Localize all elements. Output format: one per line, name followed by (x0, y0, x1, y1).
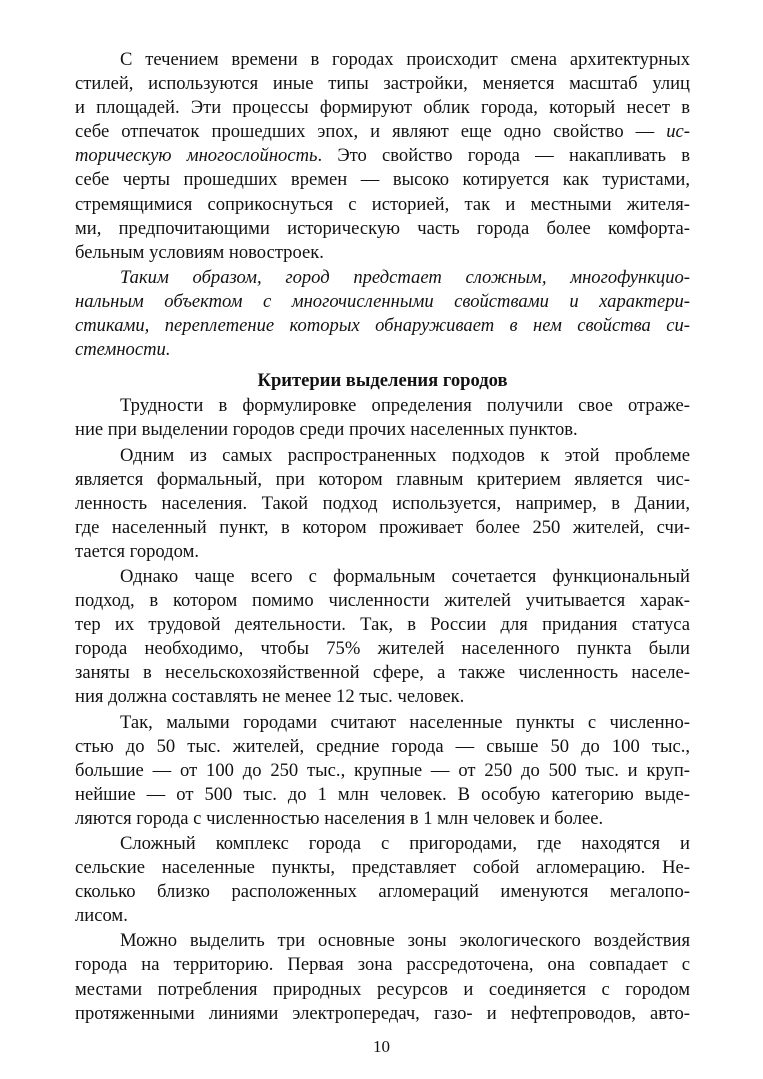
text-run: Таким образом, город предстает сложным, многофункцио- (120, 266, 690, 288)
text-run: ния должна составлять не менее 12 тыс. человек. (75, 686, 465, 708)
text-run: города необходимо, чтобы 75% жителей населенного пункта были (75, 638, 690, 660)
text-line (75, 290, 690, 314)
paragraph (75, 711, 690, 831)
text-line (75, 394, 690, 418)
text-run: лисом. (75, 905, 128, 927)
text-run: С течением времени в городах происходит смена архитектурных (120, 49, 690, 70)
text-line (75, 516, 690, 540)
text-line (75, 759, 690, 783)
text-run: стилей, используются иные типы застройки, меняется масштаб улиц (75, 73, 690, 95)
text-run: бельным условиям новостроек. (75, 241, 324, 263)
paragraph (75, 444, 690, 564)
paragraph (75, 929, 690, 1025)
text-run: нейшие — от 500 тыс. до 1 млн человек. В особую категорию выде- (75, 783, 690, 805)
text-line (75, 314, 690, 338)
paragraph (75, 48, 690, 265)
text-line (75, 565, 690, 589)
text-line (75, 193, 690, 217)
page-body (75, 48, 690, 1026)
text-line (75, 492, 690, 516)
text-run: подход, в котором помимо численности жителей учитывается харак- (75, 590, 690, 612)
text-run: Сложный комплекс города с пригородами, где находятся и (120, 833, 690, 854)
text-run: . Это свойство города — накапливать в (317, 145, 690, 167)
text-line (75, 953, 690, 977)
text-line (75, 96, 690, 120)
text-run: местами потребления природных ресурсов и соединяется с городом (75, 978, 690, 1000)
text-line (75, 807, 690, 831)
paragraph (75, 832, 690, 928)
text-run: стремящимися соприкоснуться с историей, так и местными жителя- (75, 193, 690, 215)
text-line (75, 48, 690, 72)
text-line (75, 711, 690, 735)
text-run: Одним из самых распространенных подходов к этой проблеме (120, 444, 690, 466)
text-line (75, 217, 690, 241)
text-line (75, 72, 690, 96)
text-run: Однако чаще всего с формальным сочетается функциональный (120, 565, 690, 587)
text-run: сколько близко расположенных агломераций именуются мегалопо- (75, 881, 690, 903)
paragraph (75, 266, 690, 362)
italic-text: ис- (666, 121, 690, 143)
text-line (75, 266, 690, 290)
text-line (75, 904, 690, 928)
text-run: Можно выделить три основные зоны экологического воздействия (120, 930, 690, 952)
text-run: стиками, переплетение которых обнаруживает в нем свойства си- (75, 315, 690, 337)
text-run: стью до 50 тыс. жителей, средние города — свыше 50 до 100 тыс., (75, 735, 690, 757)
paragraph (75, 565, 690, 710)
text-line (75, 241, 690, 265)
text-run: Трудности в формулировке определения получили свое отраже- (120, 395, 690, 417)
text-section-before-heading (75, 48, 690, 362)
page-number: 10 (373, 1037, 390, 1056)
text-line (75, 144, 690, 168)
text-line (75, 168, 690, 192)
text-run: тер их трудовой деятельности. Так, в России для придания статуса (75, 614, 690, 636)
text-line (75, 856, 690, 880)
text-run: ляются города с численностью населения в 1 млн человек и более. (75, 807, 604, 829)
text-line (75, 120, 690, 144)
text-run: нальным объектом с многочисленными свойствами и характери- (75, 290, 690, 312)
text-line (75, 338, 690, 362)
text-line (75, 735, 690, 759)
text-run: ние при выделении городов среди прочих населенных пунктов. (75, 419, 578, 441)
text-run: стемности. (75, 339, 171, 361)
text-line (75, 783, 690, 807)
text-line (75, 637, 690, 661)
text-run: себе черты прошедших времен — высоко котируется как туристами, (75, 169, 690, 191)
text-run: где населенный пункт, в котором проживает более 250 жителей, счи- (75, 516, 690, 538)
italic-text: торическую многослойность (75, 145, 318, 167)
text-run: тается городом. (75, 540, 200, 562)
text-line (75, 418, 690, 442)
text-run: города на территорию. Первая зона рассредоточена, она совпадает с (75, 954, 690, 976)
text-line (75, 978, 690, 1002)
text-section-after-heading (75, 394, 690, 1025)
text-run: ми, предпочитающими историческую часть города более комфорта- (75, 217, 690, 239)
text-line (75, 832, 690, 856)
paragraph (75, 394, 690, 442)
text-line (75, 1002, 690, 1026)
text-run: себе отпечаток прошедших эпох, и являют еще одно свойство — (75, 121, 667, 143)
text-run: большие — от 100 до 250 тыс., крупные — от 250 до 500 тыс. и круп- (75, 759, 690, 781)
text-run: ленность населения. Такой подход используется, например, в Дании, (75, 492, 690, 514)
text-run: и площадей. Эти процессы формируют облик города, который несет в (75, 97, 690, 119)
text-line (75, 661, 690, 685)
section-heading: Критерии выделения городов (257, 370, 508, 392)
text-line (75, 929, 690, 953)
text-run: протяженными линиями электропередач, газо- и нефтепроводов, авто- (75, 1002, 690, 1024)
text-line (75, 468, 690, 492)
text-run: заняты в несельскохозяйственной сфере, а также численность населе- (75, 662, 690, 684)
text-line (75, 880, 690, 904)
text-run: является формальный, при котором главным критерием является чис- (75, 468, 690, 490)
text-line (75, 613, 690, 637)
text-line (75, 540, 690, 564)
text-run: сельские населенные пункты, представляет собой агломерацию. Не- (75, 857, 690, 879)
text-run: Так, малыми городами считают населенные пункты с численно- (120, 711, 690, 733)
text-line (75, 589, 690, 613)
text-line (75, 685, 690, 709)
text-line (75, 444, 690, 468)
